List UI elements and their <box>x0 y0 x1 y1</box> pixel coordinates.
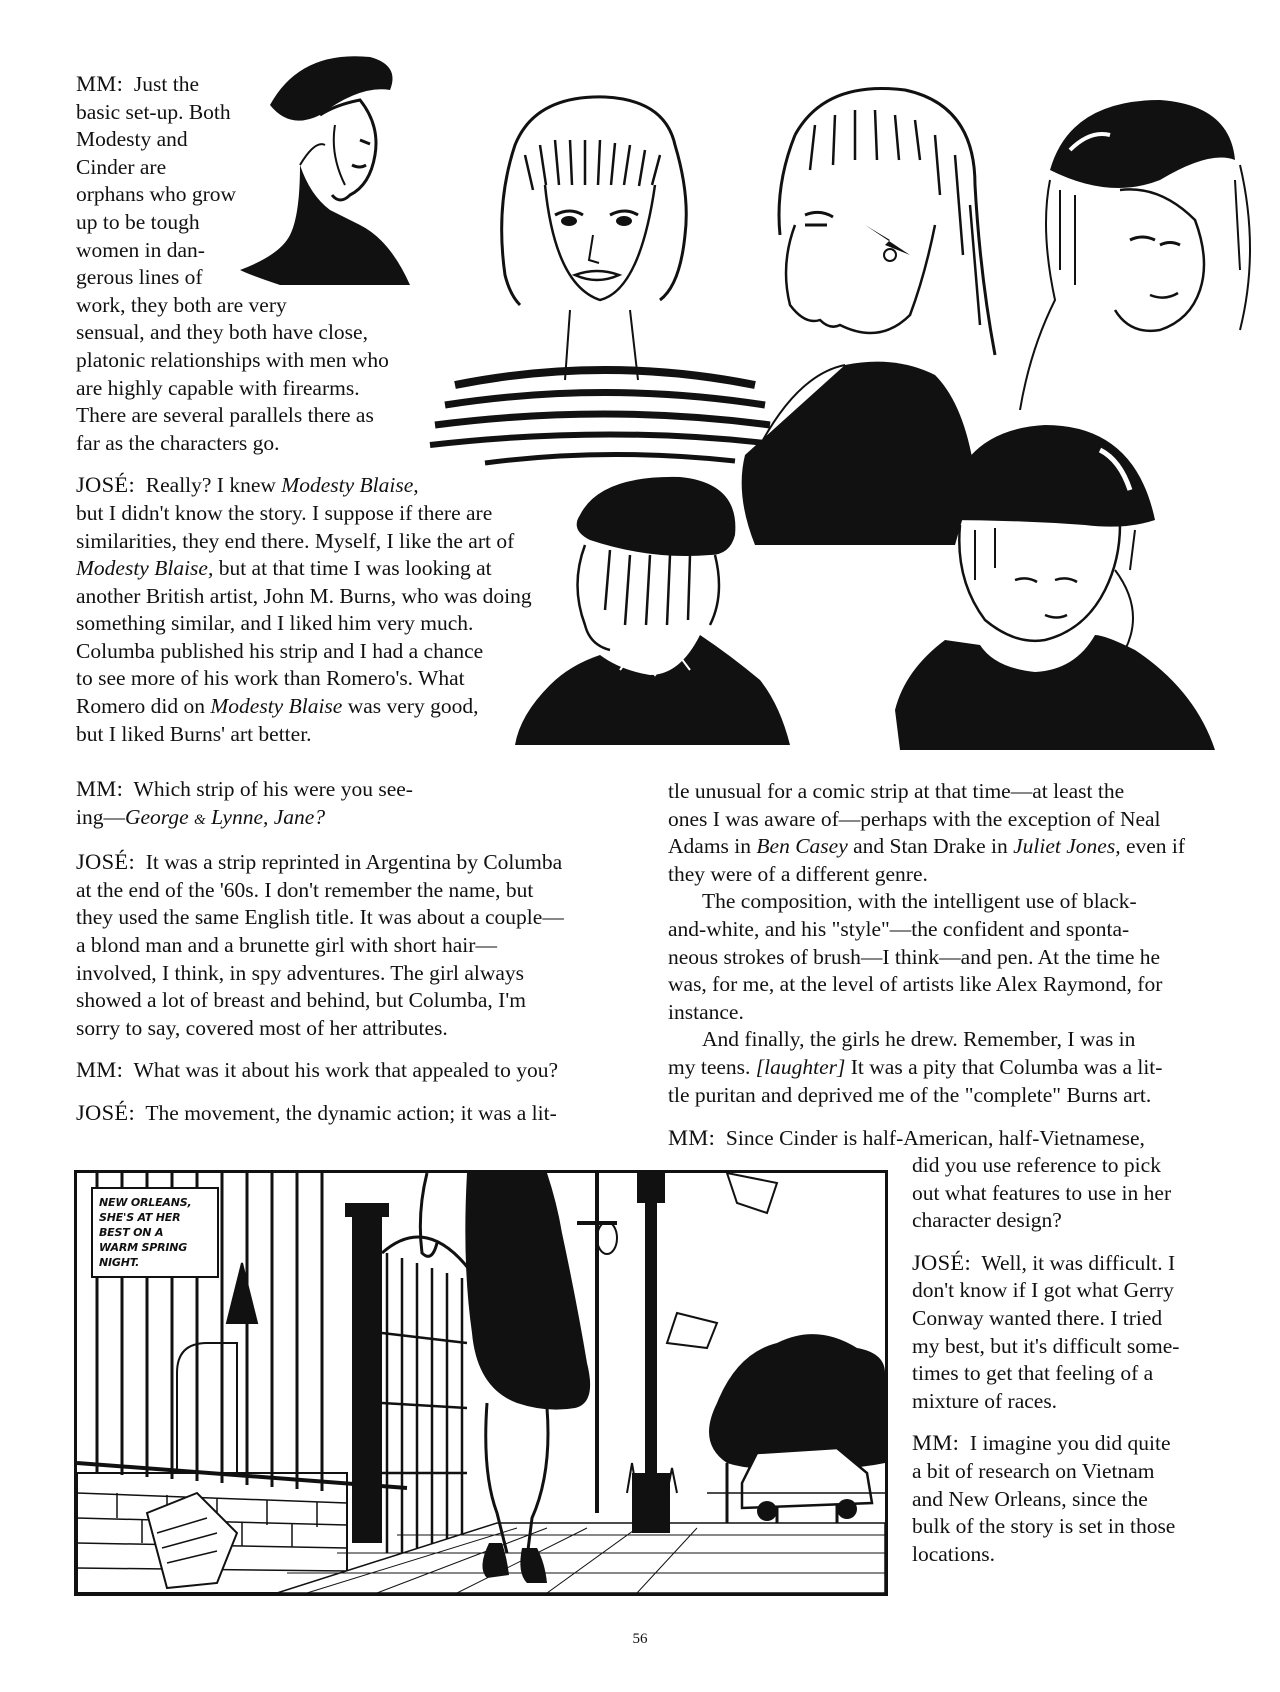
text-line: character design? <box>912 1208 1062 1233</box>
text-line: instance. <box>668 999 744 1024</box>
text-line: sorry to say, covered most of her attributes. <box>76 1015 448 1040</box>
text-line: mixture of races. <box>912 1388 1058 1413</box>
text-line: involved, I think, in spy adventures. The girl always <box>76 960 525 985</box>
text-line: they used the same English title. It was about a couple— <box>76 905 564 930</box>
italic-title: Modesty Blaise, <box>76 556 214 581</box>
speaker-jose: JOSÉ: <box>76 472 136 498</box>
bottom-right-text <box>912 1152 1242 1568</box>
woman-beret-looking-down-sketch <box>885 410 1265 750</box>
speaker-mm: MM: <box>76 776 124 801</box>
text-line: work, they both are very <box>76 292 287 317</box>
text-span: Really? I knew <box>145 473 276 498</box>
italic-title: Juliet Jones, <box>1013 834 1121 859</box>
text-span: It was a pity that Columba was a lit- <box>850 1054 1163 1079</box>
speaker-jose: JOSÉ: <box>912 1249 972 1275</box>
text-line: at the end of the '60s. I don't remember the name, but <box>76 877 534 902</box>
italic-title: Modesty Blaise <box>210 694 343 719</box>
speaker-mm: MM: <box>76 1057 124 1083</box>
text-line: to see more of his work than Romero's. What <box>76 666 465 691</box>
text-span: ing— <box>76 804 125 829</box>
text-line: tle puritan and deprived me of the "complete" Burns art. <box>668 1082 1152 1107</box>
text-line: The composition, with the intelligent use of black- <box>702 889 1137 914</box>
woman-in-beret-sketch <box>240 45 440 305</box>
italic-title: Modesty Blaise, <box>281 473 419 498</box>
text-line: Modesty and <box>76 127 188 152</box>
page-number: 56 <box>632 1631 648 1647</box>
text-line: women in dan- <box>76 237 205 262</box>
speaker-mm: MM: <box>668 1125 716 1150</box>
text-line: far as the characters go. <box>76 430 280 455</box>
text-line: There are several parallels there as <box>76 403 374 428</box>
text-span: Since Cinder is half-American, half-Vietnamese, <box>725 1126 1145 1150</box>
text-line: something similar, and I liked him very much. <box>76 611 474 636</box>
text-line: a blond man and a brunette girl with short hair— <box>76 932 497 957</box>
caption-line: WARM SPRING <box>99 1241 188 1254</box>
text-span: but at that time I was looking at <box>218 556 492 581</box>
text-line: locations. <box>912 1541 995 1566</box>
text-line: they were of a different genre. <box>668 861 928 886</box>
comic-caption-box <box>91 1187 219 1278</box>
text-line: out what features to use in her <box>912 1180 1172 1205</box>
text-line: up to be tough <box>76 209 200 234</box>
text-line: another British artist, John M. Burns, who was doing <box>76 583 532 608</box>
speaker-mm: MM: <box>76 71 124 96</box>
text-line: tle unusual for a comic strip at that time—at least the <box>668 779 1125 803</box>
text-span: my teens. <box>668 1054 751 1079</box>
text-span: even if <box>1125 834 1186 859</box>
text-line: and-white, and his "style"—the confident and sponta- <box>668 916 1130 941</box>
text-line: Columba published his strip and I had a chance <box>76 638 484 663</box>
text-line: was, for me, at the level of artists like Alex Raymond, for <box>668 972 1163 997</box>
speaker-mm: MM: <box>912 1430 960 1456</box>
text-line: Just the <box>133 72 200 96</box>
text-span: Adams in <box>668 834 752 859</box>
text-line: And finally, the girls he drew. Remember, I was in <box>702 1027 1136 1052</box>
woman-beret-right-sketch <box>1010 90 1260 410</box>
text-line: ones I was aware of—perhaps with the exception of Neal <box>668 806 1161 831</box>
bottom-right-q-line <box>668 1124 1228 1153</box>
text-line: basic set-up. Both <box>76 99 231 124</box>
comic-panel <box>74 1170 888 1596</box>
woman-back-view-sketch <box>510 475 800 745</box>
text-line: Cinder are <box>76 154 167 179</box>
text-span: It was a strip reprinted in Argentina by Columba <box>145 850 563 875</box>
text-span: Which strip of his were you see- <box>133 777 413 801</box>
left-column-text <box>76 775 636 1128</box>
text-line: are highly capable with firearms. <box>76 375 360 400</box>
text-line: sensual, and they both have close, <box>76 320 368 345</box>
text-line: my best, but it's difficult some- <box>912 1333 1180 1358</box>
text-line: gerous lines of <box>76 265 203 290</box>
text-line: and New Orleans, since the <box>912 1486 1148 1511</box>
text-line: bulk of the story is set in those <box>912 1514 1176 1539</box>
text-span: What was it about his work that appealed to you? <box>133 1058 559 1083</box>
text-line: Conway wanted there. I tried <box>912 1305 1163 1330</box>
text-line: but I liked Burns' art better. <box>76 721 312 746</box>
caption-line: NEW ORLEANS, <box>99 1196 192 1209</box>
caption-line: SHE'S AT HER <box>99 1211 181 1224</box>
caption-line: BEST ON A <box>99 1226 164 1239</box>
text-line: but I didn't know the story. I suppose if there are <box>76 500 493 525</box>
text-line: did you use reference to pick <box>912 1153 1161 1177</box>
right-column-text <box>668 778 1228 1109</box>
text-span: I imagine you did quite <box>969 1431 1171 1456</box>
ampersand: & <box>194 811 206 828</box>
text-line: showed a lot of breast and behind, but Columba, I'm <box>76 988 526 1013</box>
text-span: and Stan Drake in <box>853 834 1008 859</box>
text-span: Romero did on <box>76 694 205 719</box>
text-span: Well, it was difficult. I <box>981 1250 1176 1275</box>
text-span: The movement, the dynamic action; it was a lit- <box>145 1100 557 1125</box>
italic-text: [laughter] <box>755 1054 846 1079</box>
text-line: times to get that feeling of a <box>912 1361 1154 1386</box>
text-line: neous strokes of brush—I think—and pen. At the time he <box>668 944 1161 969</box>
text-span: was very good, <box>347 694 479 719</box>
speaker-jose: JOSÉ: <box>76 849 136 875</box>
text-line: a bit of research on Vietnam <box>912 1458 1155 1483</box>
italic-title: Lynne, Jane? <box>211 804 326 829</box>
italic-title: George <box>124 804 189 829</box>
speaker-jose: JOSÉ: <box>76 1099 136 1125</box>
text-line: similarities, they end there. Myself, I like the art of <box>76 528 515 553</box>
caption-line: NIGHT. <box>99 1256 140 1269</box>
italic-title: Ben Casey <box>756 834 848 859</box>
text-line: orphans who grow <box>76 182 237 207</box>
text-line: don't know if I got what Gerry <box>912 1278 1174 1303</box>
text-line: platonic relationships with men who <box>76 347 389 372</box>
